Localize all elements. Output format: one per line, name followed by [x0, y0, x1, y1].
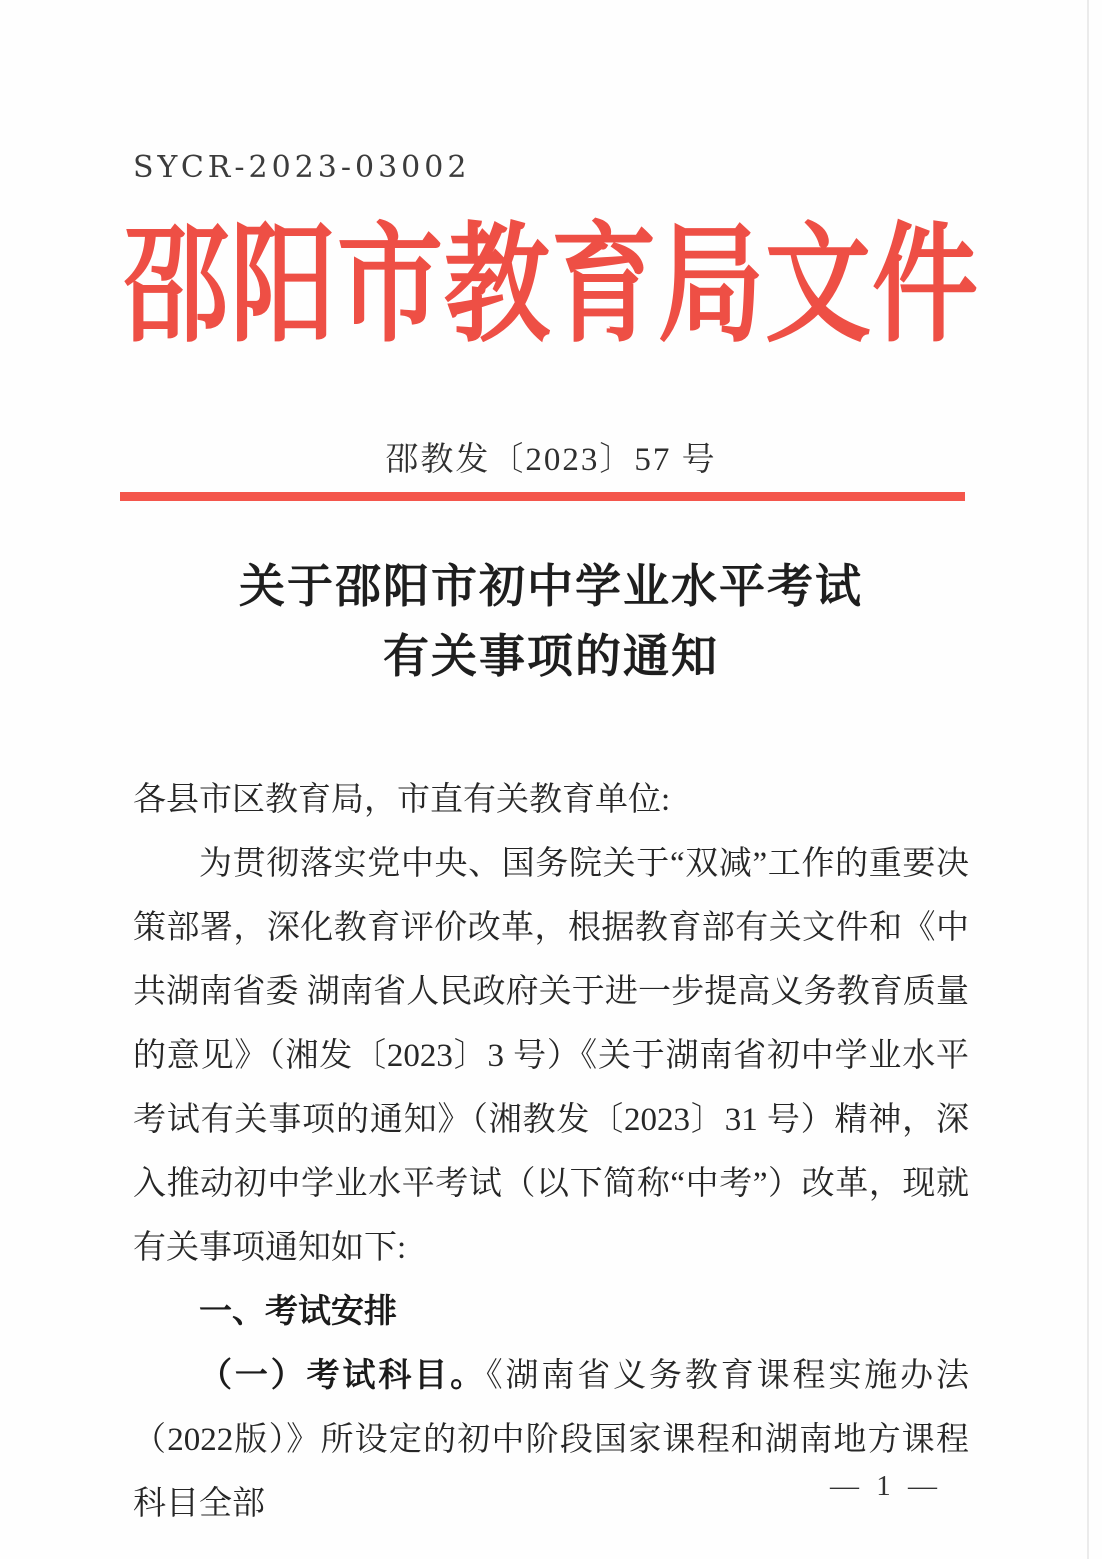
document-title-line2: 有关事项的通知: [383, 631, 719, 682]
body-paragraph-2: [133, 1344, 969, 1536]
red-divider-rule: [120, 492, 965, 501]
body-paragraph-2-text: 《湖南省义务教育课程实施办法（2022版）》所设定的初中阶段国家课程和湖南地方课程科目全部: [133, 1358, 970, 1522]
document-issue-number: 邵教发〔2023〕57 号: [385, 442, 717, 478]
page-number: — 1 —: [830, 1470, 942, 1502]
document-reference-code: SYCR-2023-03002: [133, 150, 471, 185]
body-paragraph-1: 为贯彻落实党中央、国务院关于“双减”工作的重要决策部署，深化教育评价改革，根据教育部有关文件和《中共湖南省委 湖南省人民政府关于进一步提高义务教育质量的意见》（湘发〔2023〕3 号）《关于湖南省初中学业水平考试有关事项的通知》（湘教发〔2023〕31 号）精神，深入推动初中学业水平考试（以下简称“中考”）改革，现就有关事项通知如下:: [133, 846, 970, 1266]
body-paragraph-2-lead: （一）考试科目。: [199, 1358, 487, 1394]
document-title: [0, 552, 1102, 692]
agency-banner-title: 邵阳市教育局文件: [123, 214, 979, 358]
salutation-line: 各县市区教育局，市直有关教育单位:: [133, 782, 671, 818]
document-body: [133, 768, 969, 1536]
document-title-line1: 关于邵阳市初中学业水平考试: [239, 561, 863, 612]
section-1-heading: 一、考试安排: [199, 1294, 397, 1330]
